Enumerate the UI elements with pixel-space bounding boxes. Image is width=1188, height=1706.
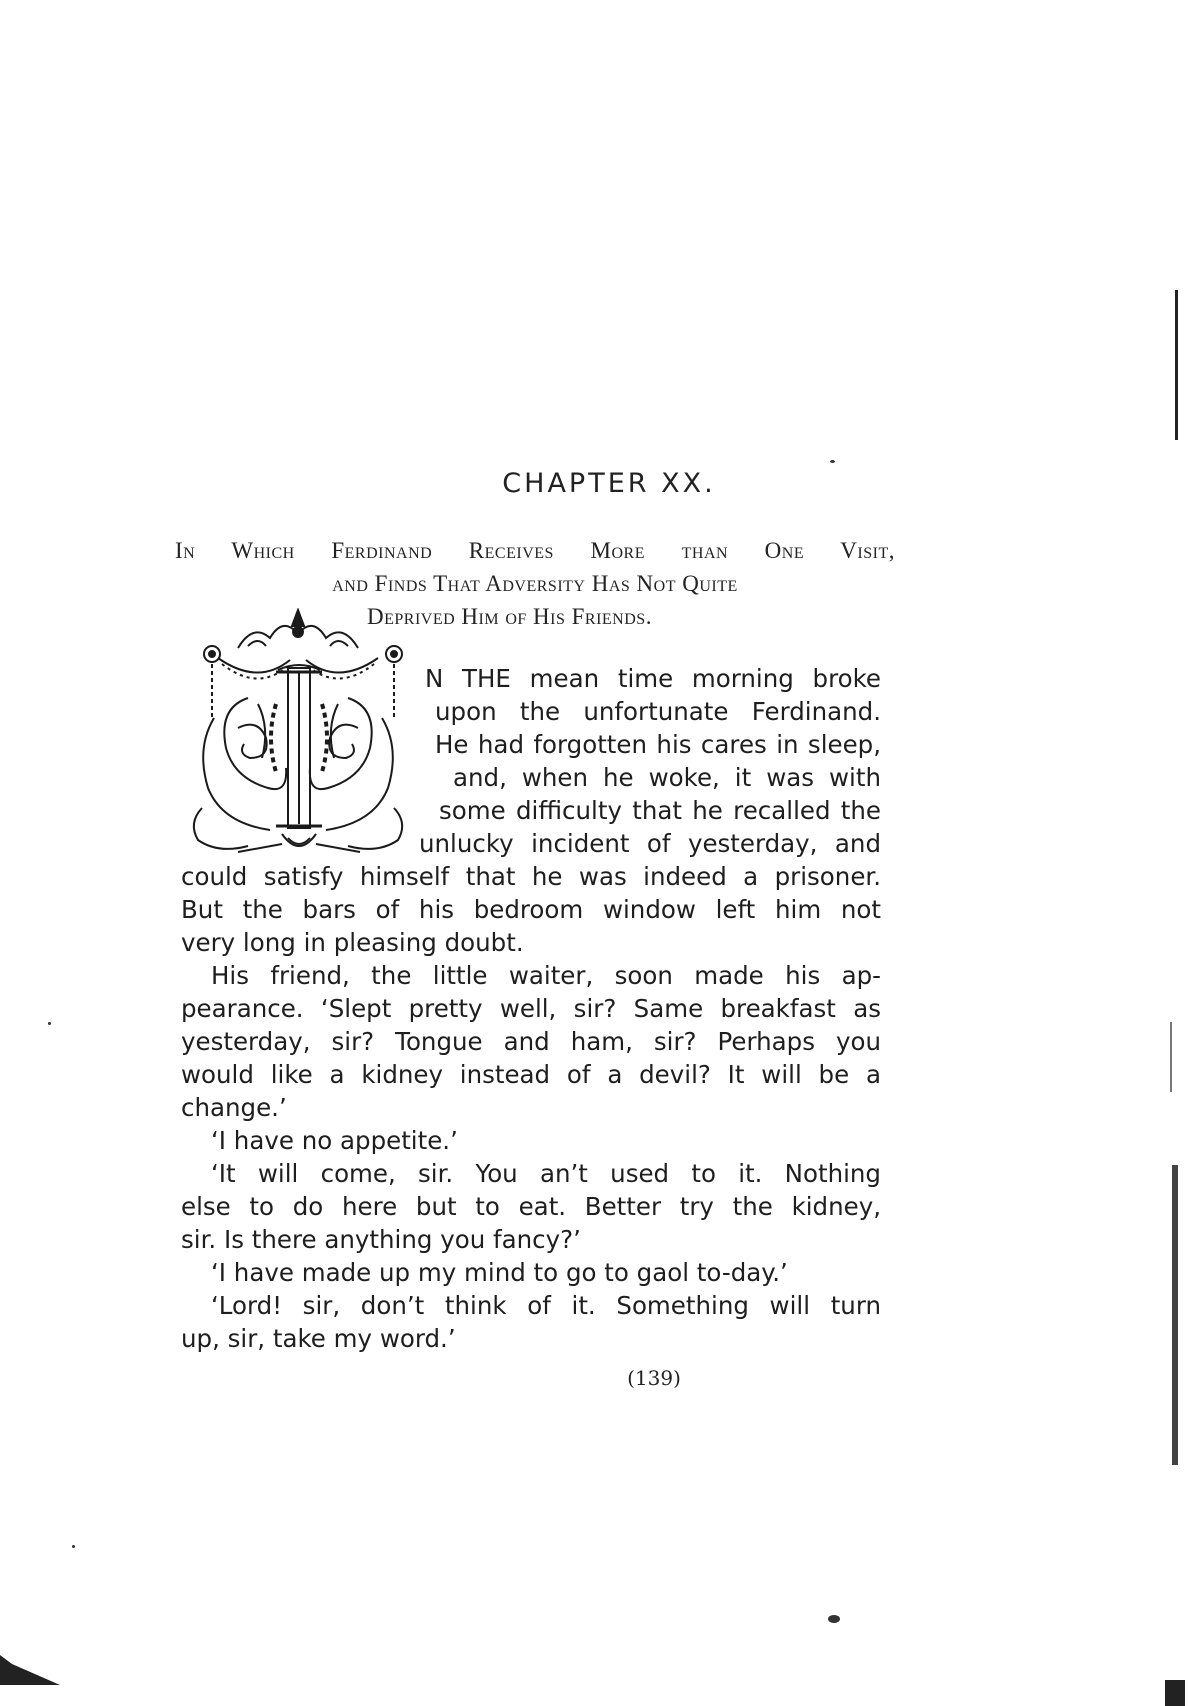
text-line: up, sir, take my word.’: [181, 1324, 456, 1353]
body-text: [181, 662, 881, 1355]
text-line: some difficulty that he recalled the: [439, 796, 881, 825]
text-line: But the bars of his bedroom window left him not: [181, 895, 881, 924]
subtitle-line-2: and Finds That Adversity Has Not Quite: [332, 571, 738, 596]
scan-speck: [830, 460, 835, 463]
text-line: change.’: [181, 1093, 287, 1122]
scan-speck: [72, 1545, 75, 1548]
page-number: (139): [627, 1366, 681, 1390]
scan-speck: [828, 1615, 840, 1623]
text-line: and, when he woke, it was with: [453, 763, 881, 792]
text-line: His friend, the little waiter, soon made his ap-: [211, 961, 881, 990]
text-line: could satisfy himself that he was indeed a prisoner.: [181, 862, 881, 891]
subtitle-line-3: Deprived Him of His Friends.: [367, 604, 652, 629]
scan-edge-mark: [1175, 290, 1178, 440]
scan-speck: [48, 1022, 51, 1025]
scan-corner-shadow: [0, 1655, 60, 1685]
text-line: yesterday, sir? Tongue and ham, sir? Perhaps you: [181, 1027, 881, 1056]
chapter-label: CHAPTER XX.: [502, 468, 716, 499]
text-line: else to do here but to eat. Better try the kidney,: [181, 1192, 881, 1221]
text-line: upon the unfortunate Ferdinand.: [435, 697, 881, 726]
text-line: would like a kidney instead of a devil? It will be a: [181, 1060, 881, 1089]
text-line: unlucky incident of yesterday, and: [419, 829, 881, 858]
chapter-heading: [0, 468, 1188, 499]
subtitle-line-1: In Which Ferdinand Receives More than One Visit,: [175, 538, 895, 563]
text-line: He had forgotten his cares in sleep,: [435, 730, 881, 759]
text-line: ‘Lord! sir, don’t think of it. Something will turn: [211, 1291, 881, 1320]
text-line: ‘I have no appetite.’: [211, 1126, 458, 1155]
text-line: ‘I have made up my mind to go to gaol to-day.’: [211, 1258, 788, 1287]
scan-speck: [1170, 1022, 1172, 1092]
text-line: pearance. ‘Slept pretty well, sir? Same breakfast as: [181, 994, 881, 1023]
text-line: very long in pleasing doubt.: [181, 928, 524, 957]
text-line: ‘It will come, sir. You an’t used to it. Nothing: [211, 1159, 881, 1188]
text-line: sir. Is there anything you fancy?’: [181, 1225, 581, 1254]
scan-edge-mark: [1172, 1165, 1178, 1465]
scan-corner-shadow: [1165, 1680, 1185, 1706]
text-line: N THE mean time morning broke: [425, 664, 881, 693]
